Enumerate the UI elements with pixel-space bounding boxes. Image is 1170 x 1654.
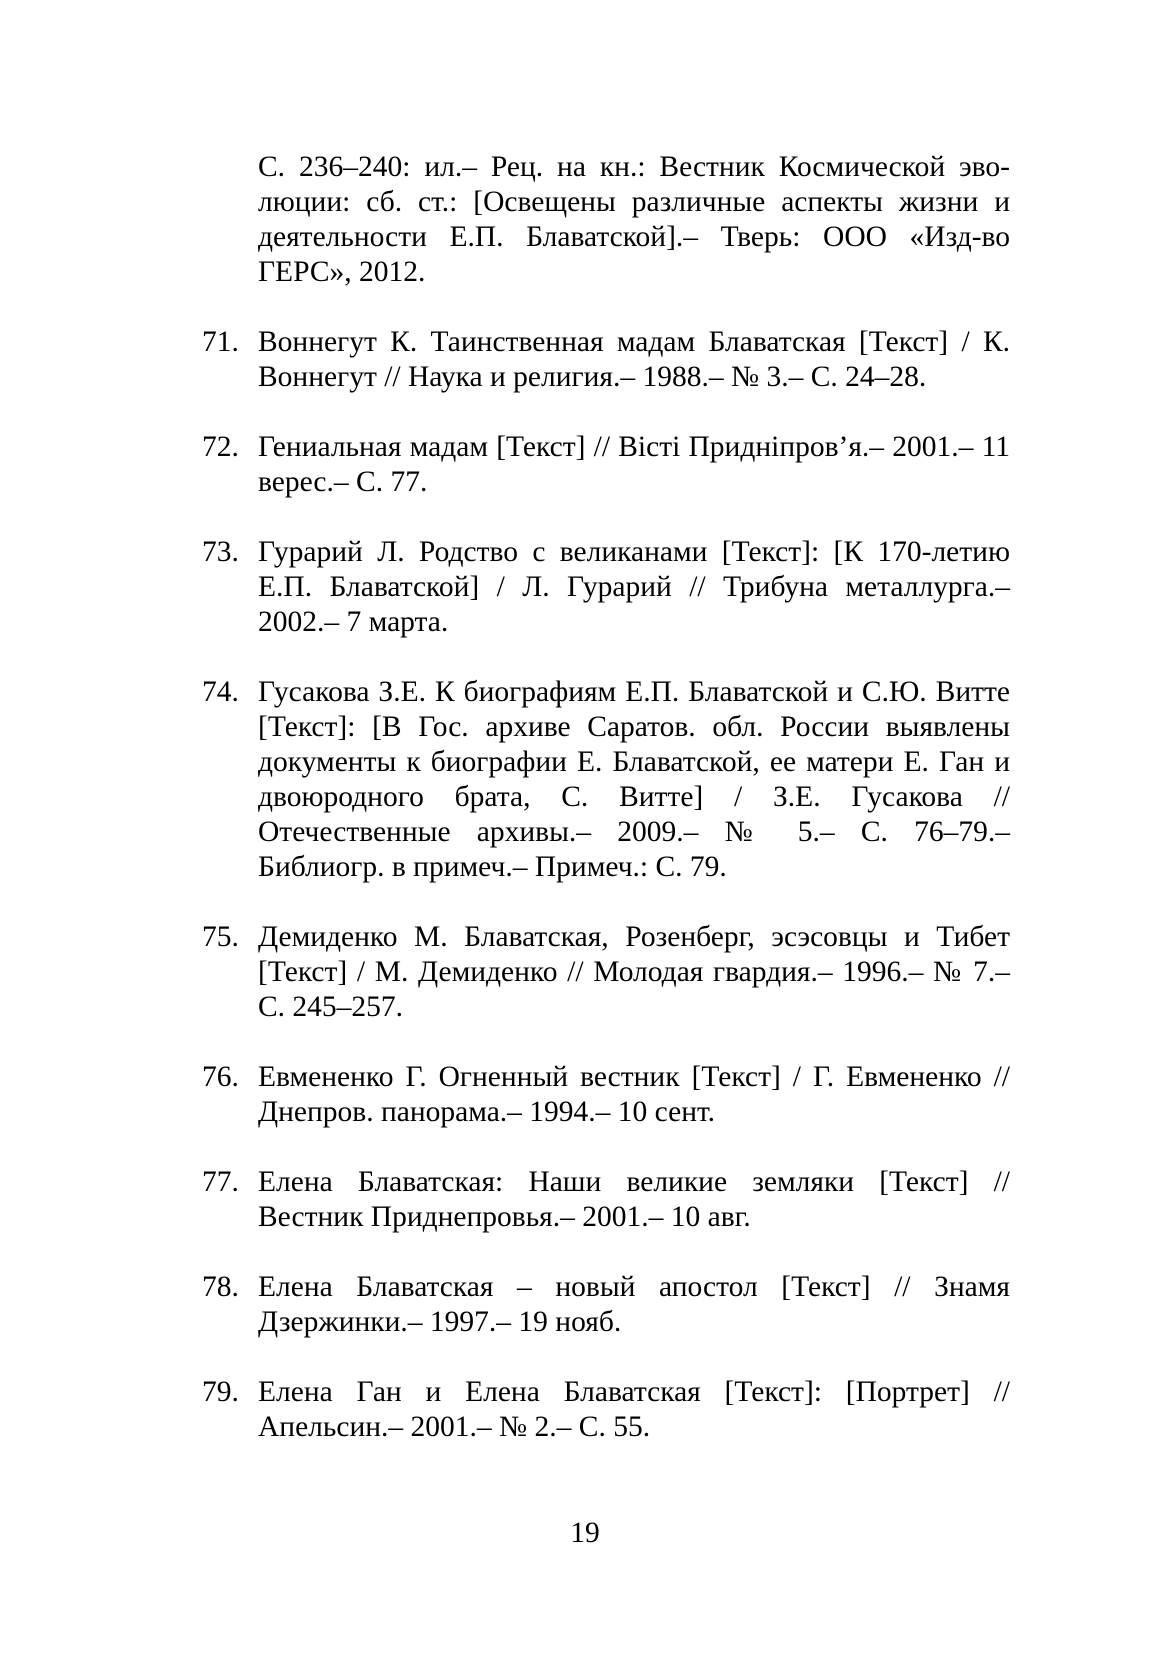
bibliography-entry-74 [202, 675, 1010, 885]
entry-number: 77. [202, 1166, 239, 1198]
entry-text: Воннегут К. Таинственная мадам Блаватская [Текст] / К. Воннегут // Наука и религия.– 1988.– № 3.– С. 24–28. [258, 326, 1010, 393]
bibliography-entry-73 [202, 535, 1010, 640]
entry-text: Елена Блаватская: Наши великие земляки [Текст] // Вестник Приднепровья.– 2001.– 10 авг. [258, 1166, 1010, 1233]
entry-text: Евмененко Г. Огненный вестник [Текст] / Г. Евмененко // Днепров. панорама.– 1994.– 10 сент. [258, 1061, 1010, 1128]
entry-text: Гусакова З.Е. К биографиям Е.П. Блаватской и С.Ю. Витте [Текст]: [В Гос. архиве Саратов. обл. России выявлены документы к биографии Е. Блаватской, ее матери Е. Ган и двоюродного брата, С. Витте] / З.Е. Гусакова // Отечественные архивы.– 2009.– № 5.– С. 76–79.– Библиогр. в примеч.– Примеч.: С. 79. [258, 676, 1010, 883]
entry-text: Гениальная мадам [Текст] // Вiстi Придніпров’я.– 2001.– 11 верес.– С. 77. [258, 431, 1010, 498]
entry-number: 76. [202, 1061, 239, 1093]
entry-number: 72. [202, 431, 239, 463]
bibliography-entry-79 [202, 1375, 1010, 1445]
entry-number: 78. [202, 1271, 239, 1303]
entry-number: 75. [202, 921, 239, 953]
page-number: 19 [570, 1517, 600, 1549]
entry-number: 73. [202, 536, 239, 568]
entry-text: С. 236–240: ил.– Рец. на кн.: Вестник Космической эволюции: сб. ст.: [Освещены различные аспекты жизни и деятельности Е.П. Блаватской].– Тверь: ООО «Изд-во ГЕРС», 2012. [258, 151, 1010, 288]
bibliography-entry-71 [202, 325, 1010, 395]
entry-text: Гурарий Л. Родство с великанами [Текст]: [К 170-летию Е.П. Блаватской] / Л. Гурарий // Трибуна металлурга.– 2002.– 7 марта. [258, 536, 1010, 638]
bibliography-entry-72 [202, 430, 1010, 500]
bibliography-entry-78 [202, 1270, 1010, 1340]
bibliography-entry-continuation [202, 150, 1010, 290]
entry-text: Елена Ган и Елена Блаватская [Текст]: [Портрет] // Апельсин.– 2001.– № 2.– С. 55. [258, 1376, 1010, 1443]
entry-text: Елена Блаватская – новый апостол [Текст] // Знамя Дзержинки.– 1997.– 19 нояб. [258, 1271, 1010, 1338]
entry-text: Демиденко М. Блаватская, Розенберг, эсэсовцы и Тибет [Текст] / М. Демиденко // Молодая гвардия.– 1996.– № 7.– С. 245–257. [258, 921, 1010, 1023]
bibliography-entry-76 [202, 1060, 1010, 1130]
entry-number: 71. [202, 326, 239, 358]
bibliography-list [202, 150, 1010, 1480]
bibliography-entry-77 [202, 1165, 1010, 1235]
bibliography-entry-75 [202, 920, 1010, 1025]
entry-number: 79. [202, 1376, 239, 1408]
entry-number: 74. [202, 676, 239, 708]
